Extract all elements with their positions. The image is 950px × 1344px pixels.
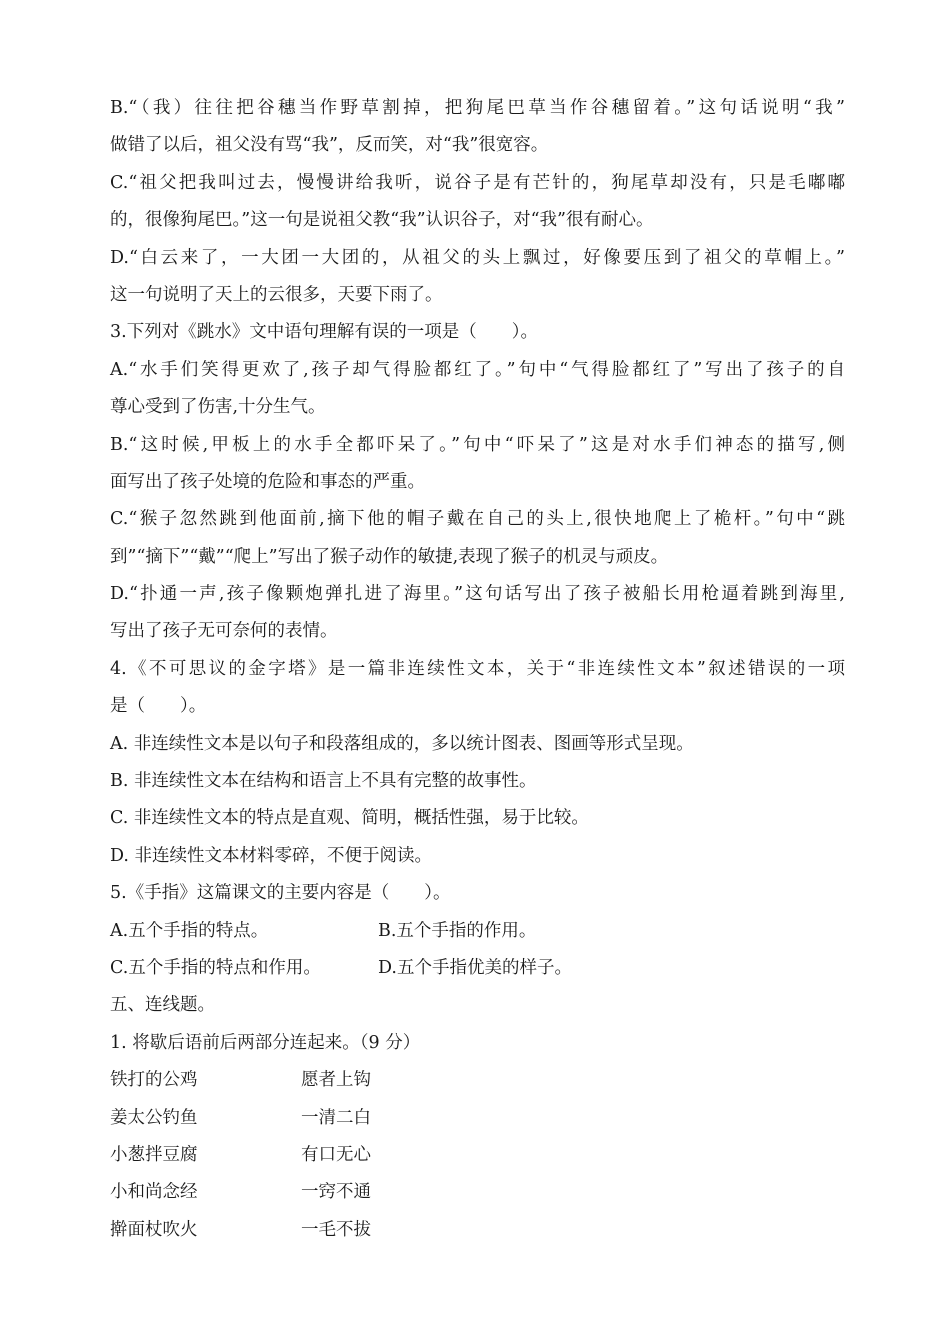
q3-stem: 3.下列对《跳水》文中语句理解有误的一项是（ ）。 (110, 322, 538, 343)
matching-pair (110, 1212, 845, 1249)
pair-right: 一窍不通 (301, 1182, 371, 1203)
pair-left: 铁打的公鸡 (110, 1070, 198, 1091)
q5-options-row-2 (110, 950, 845, 987)
q5-option-d: D.五个手指优美的样子。 (378, 957, 572, 978)
pair-left: 小和尚念经 (110, 1182, 198, 1203)
pair-right: 有口无心 (301, 1144, 371, 1165)
pair-left: 姜太公钓鱼 (110, 1107, 198, 1128)
q2-option-b-line1: B.“（我）往往把谷穗当作野草割掉，把狗尾巴草当作谷穗留着。”这句话说明“我” (110, 98, 845, 118)
q2-option-c-line2: 的，很像狗尾巴。”这一句是说祖父教“我”认识谷子，对“我”很有耐心。 (110, 210, 654, 231)
q2-option-c-line1: C.“祖父把我叫过去，慢慢讲给我听，说谷子是有芒针的，狗尾草却没有，只是毛嘟嘟 (110, 172, 845, 193)
q4-option-d: D. 非连续性文本材料零碎，不便于阅读。 (110, 845, 433, 866)
pair-right: 一清二白 (301, 1107, 371, 1128)
section-5-title: 五、连线题。 (110, 995, 215, 1016)
section-5-q1-stem: 1. 将歇后语前后两部分连起来。（9 分） (110, 1032, 421, 1053)
matching-pair (110, 1174, 845, 1211)
q4-stem-line1: 4.《不可思议的金字塔》是一篇非连续性文本，关于“非连续性文本”叙述错误的一项 (110, 658, 845, 679)
q4-option-b: B. 非连续性文本在结构和语言上不具有完整的故事性。 (110, 771, 537, 792)
q5-option-c: C.五个手指的特点和作用。 (110, 957, 321, 978)
q5-option-a: A.五个手指的特点。 (110, 920, 269, 941)
pair-left: 小葱拌豆腐 (110, 1144, 198, 1165)
pair-right: 一毛不拔 (301, 1219, 371, 1240)
q5-stem: 5.《手指》这篇课文的主要内容是（ ）。 (110, 883, 451, 904)
q3-option-a-line2: 尊心受到了伤害,十分生气。 (110, 397, 326, 418)
matching-pair (110, 1062, 845, 1099)
q3-option-d-line1: D.“扑通一声,孩子像颗炮弹扎进了海里。”这句话写出了孩子被船长用枪逼着跳到海里, (110, 584, 845, 605)
q2-option-d-line2: 这一句说明了天上的云很多，天要下雨了。 (110, 284, 443, 305)
q3-option-b-line1: B.“这时候,甲板上的水手全都吓呆了。”句中“吓呆了”这是对水手们神态的描写,侧 (110, 434, 845, 455)
matching-pair (110, 1137, 845, 1174)
q5-option-b: B.五个手指的作用。 (378, 920, 537, 941)
q3-option-b-line2: 面写出了孩子处境的危险和事态的严重。 (110, 471, 425, 492)
q3-option-c-line1: C.“猴子忽然跳到他面前,摘下他的帽子戴在自己的头上,很快地爬上了桅杆。”句中“跳 (110, 509, 845, 530)
q2-option-d-line1: D.“白云来了，一大团一大团的，从祖父的头上飘过，好像要压到了祖父的草帽上。” (110, 247, 845, 268)
matching-pair (110, 1100, 845, 1137)
q5-options-row-1 (110, 913, 845, 950)
pair-right: 愿者上钩 (301, 1070, 371, 1091)
q3-option-c-line2: 到”“摘下”“戴”“爬上”写出了猴子动作的敏捷,表现了猴子的机灵与顽皮。 (110, 546, 669, 567)
q4-stem-line2: 是（ ）。 (110, 696, 207, 717)
pair-left: 擀面杖吹火 (110, 1219, 198, 1240)
q4-option-a: A. 非连续性文本是以句子和段落组成的，多以统计图表、图画等形式呈现。 (110, 733, 694, 754)
q3-option-a-line1: A.“水手们笑得更欢了,孩子却气得脸都红了。”句中“气得脸都红了”写出了孩子的自 (110, 359, 845, 380)
document-page (110, 90, 845, 1249)
q2-option-b-line2: 做错了以后，祖父没有骂“我”，反而笑，对“我”很宽容。 (110, 135, 549, 156)
q4-option-c: C. 非连续性文本的特点是直观、简明，概括性强，易于比较。 (110, 808, 589, 829)
q3-option-d-line2: 写出了孩子无可奈何的表情。 (110, 621, 338, 642)
